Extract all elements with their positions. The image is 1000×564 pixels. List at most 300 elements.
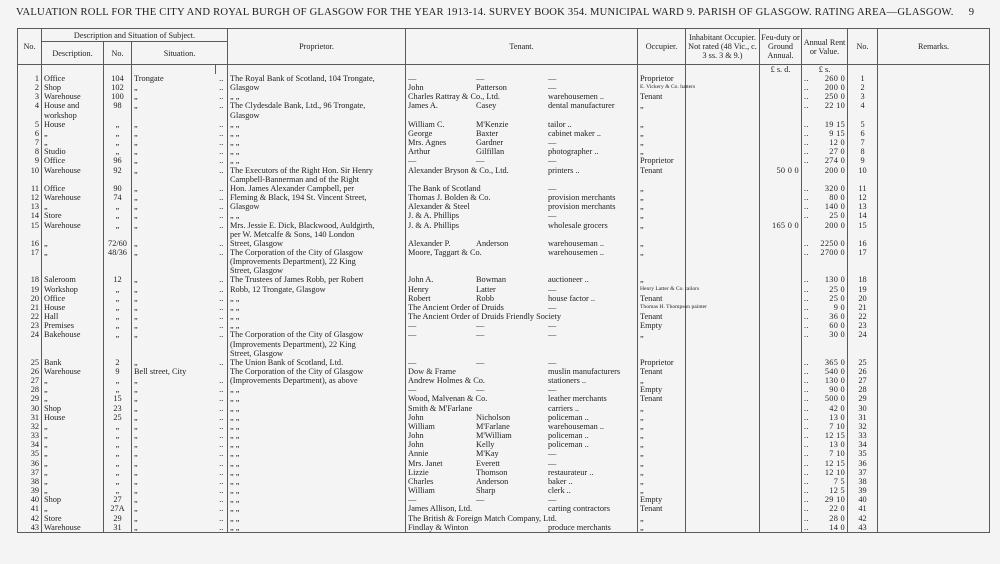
cell-tenant	[406, 312, 638, 321]
cell-situation-dots	[216, 340, 228, 349]
rent-value: 7 10	[829, 449, 846, 459]
table-row	[18, 257, 990, 266]
cell-proprietor: Glasgow	[228, 202, 406, 211]
cell-remarks	[878, 303, 990, 312]
page-title: VALUATION ROLL FOR THE CITY AND ROYAL BURGH OF GLASGOW FOR THE YEAR 1913-14. SURVEY BOOK 354. MUNICIPAL WARD 9. PARISH OF GLASGOW. RATING AREA—GLASGOW.	[16, 7, 954, 18]
cell-no	[18, 175, 42, 184]
cell-inhabitant-occupier	[686, 83, 760, 92]
rent-leader-dots: ..	[804, 156, 809, 166]
cell-number	[104, 340, 132, 349]
rent-value: 2700 0	[820, 247, 846, 257]
rent-value: 80 0	[829, 193, 846, 203]
rent-value: 500 0	[824, 394, 846, 404]
tenant-name: John	[408, 431, 424, 441]
tenant-occupation: —	[548, 138, 557, 148]
cell-annual-rent	[802, 376, 848, 385]
cell-remarks	[878, 285, 990, 294]
col-tenant: Tenant.	[406, 29, 638, 65]
cell-no-right: 31	[848, 413, 878, 422]
rent-leader-dots: ..	[804, 440, 809, 450]
cell-number: „	[104, 330, 132, 339]
cell-situation-dots	[216, 257, 228, 266]
cell-tenant	[406, 340, 638, 349]
cell-occupier	[638, 175, 686, 184]
cell-tenant	[406, 83, 638, 92]
cell-feu-duty	[760, 184, 802, 193]
cell-no: 16	[18, 239, 42, 248]
cell-feu-duty	[760, 376, 802, 385]
cell-no: 22	[18, 312, 42, 321]
cell-feu-duty	[760, 495, 802, 504]
tenant-name: —	[408, 357, 417, 367]
cell-situation: „	[132, 422, 216, 431]
cell-remarks	[878, 166, 990, 175]
rent-leader-dots: ..	[804, 128, 809, 138]
cell-remarks	[878, 367, 990, 376]
cell-tenant	[406, 422, 638, 431]
rent-leader-dots: ..	[804, 193, 809, 203]
cell-annual-rent	[802, 266, 848, 275]
cell-occupier: „	[638, 101, 686, 110]
tenant-occupation: warehousemen ..	[548, 92, 604, 102]
cell-no: 37	[18, 468, 42, 477]
cell-feu-duty	[760, 74, 802, 83]
cell-feu-duty	[760, 459, 802, 468]
cell-situation-dots: ..	[216, 376, 228, 385]
cell-remarks	[878, 211, 990, 220]
cell-number: 90	[104, 184, 132, 193]
cell-tenant	[406, 129, 638, 138]
cell-no: 38	[18, 477, 42, 486]
cell-no-right: 22	[848, 312, 878, 321]
cell-remarks	[878, 239, 990, 248]
table-row	[18, 303, 990, 312]
cell-occupier: „	[638, 202, 686, 211]
cell-no	[18, 257, 42, 266]
rent-leader-dots: ..	[804, 431, 809, 441]
cell-description: „	[42, 394, 104, 403]
cell-situation-dots: ..	[216, 459, 228, 468]
cell-annual-rent	[802, 92, 848, 101]
cell-occupier: „	[638, 184, 686, 193]
cell-inhabitant-occupier	[686, 449, 760, 458]
col-no-right: No.	[848, 29, 878, 65]
cell-feu-duty	[760, 156, 802, 165]
table-row	[18, 330, 990, 339]
cell-number: „	[104, 312, 132, 321]
rent-leader-dots: ..	[804, 403, 809, 413]
tenant-name: The Ancient Order of Druids Friendly Society	[408, 312, 562, 322]
table-row	[18, 349, 990, 358]
cell-number: 27	[104, 495, 132, 504]
cell-proprietor: „ „	[228, 449, 406, 458]
table-row	[18, 376, 990, 385]
cell-no-right: 36	[848, 459, 878, 468]
cell-occupier: „	[638, 431, 686, 440]
cell-no-right: 5	[848, 120, 878, 129]
cell-remarks	[878, 394, 990, 403]
cell-remarks	[878, 477, 990, 486]
cell-occupier: „	[638, 459, 686, 468]
cell-situation: „	[132, 156, 216, 165]
cell-occupier: Proprietor	[638, 156, 686, 165]
cell-proprietor: „ „	[228, 422, 406, 431]
tenant-name: —	[408, 74, 417, 83]
rent-leader-dots: ..	[804, 321, 809, 331]
cell-tenant	[406, 514, 638, 523]
cell-remarks	[878, 440, 990, 449]
tenant-name: William	[408, 421, 435, 431]
cell-occupier: „	[638, 275, 686, 284]
cell-annual-rent	[802, 257, 848, 266]
cell-tenant	[406, 431, 638, 440]
table-row	[18, 101, 990, 110]
cell-inhabitant-occupier	[686, 385, 760, 394]
tenant-name: J. & A. Phillips	[408, 211, 459, 221]
cell-situation-dots: ..	[216, 312, 228, 321]
cell-situation-dots: ..	[216, 294, 228, 303]
cell-annual-rent	[802, 385, 848, 394]
cell-no-right: 2	[848, 83, 878, 92]
cell-occupier: „	[638, 514, 686, 523]
rent-value: 60 0	[829, 321, 846, 331]
cell-remarks	[878, 248, 990, 257]
cell-no: 20	[18, 294, 42, 303]
cell-description: „	[42, 449, 104, 458]
cell-occupier: „	[638, 468, 686, 477]
tenant-surname: —	[476, 330, 485, 340]
cell-no-right: 9	[848, 156, 878, 165]
cell-inhabitant-occupier	[686, 349, 760, 358]
rent-leader-dots: ..	[804, 302, 809, 312]
cell-proprietor: per W. Metcalfe & Sons, 140 London	[228, 230, 406, 239]
rent-leader-dots: ..	[804, 412, 809, 422]
cell-remarks	[878, 431, 990, 440]
cell-tenant	[406, 504, 638, 513]
cell-inhabitant-occupier	[686, 211, 760, 220]
tenant-name: Charles Rattray & Co., Ltd.	[408, 92, 500, 102]
tenant-name: Alexander & Steel	[408, 202, 470, 212]
cell-inhabitant-occupier	[686, 120, 760, 129]
cell-no: 5	[18, 120, 42, 129]
tenant-surname: —	[476, 385, 485, 395]
cell-inhabitant-occupier	[686, 184, 760, 193]
tenant-name: Moore, Taggart & Co.	[408, 247, 482, 257]
rent-leader-dots: ..	[804, 449, 809, 459]
cell-inhabitant-occupier	[686, 248, 760, 257]
cell-annual-rent	[802, 477, 848, 486]
rent-value: 13 0	[829, 412, 846, 422]
cell-description: „	[42, 422, 104, 431]
tenant-surname: M'Farlane	[476, 421, 510, 431]
cell-proprietor: Glasgow	[228, 111, 406, 120]
cell-remarks	[878, 221, 990, 230]
cell-description: Warehouse	[42, 92, 104, 101]
tenant-name: Wood, Malvenan & Co.	[408, 394, 488, 404]
col-annual-rent: Annual Rent or Value.	[802, 29, 848, 65]
tenant-name: John	[408, 440, 424, 450]
cell-annual-rent	[802, 101, 848, 110]
cell-situation-dots: ..	[216, 358, 228, 367]
tenant-surname: Robb	[476, 293, 494, 303]
cell-no-right: 32	[848, 422, 878, 431]
cell-no: 42	[18, 514, 42, 523]
cell-situation-dots: ..	[216, 83, 228, 92]
cell-occupier: „	[638, 138, 686, 147]
cell-inhabitant-occupier	[686, 275, 760, 284]
cell-proprietor: „ „	[228, 504, 406, 513]
cell-number: „	[104, 303, 132, 312]
cell-number	[104, 266, 132, 275]
rent-leader-dots: ..	[804, 357, 809, 367]
cell-situation-dots: ..	[216, 184, 228, 193]
rent-value: 12 0	[829, 138, 846, 148]
cell-no-right: 25	[848, 358, 878, 367]
cell-number: „	[104, 440, 132, 449]
cell-no-right: 14	[848, 211, 878, 220]
rent-leader-dots: ..	[804, 92, 809, 102]
tenant-name: Dow & Frame	[408, 367, 456, 376]
cell-feu-duty	[760, 449, 802, 458]
cell-no-right: 40	[848, 495, 878, 504]
tenant-name: The Bank of Scotland	[408, 183, 481, 193]
cell-occupier: Empty	[638, 321, 686, 330]
tenant-name: Charles	[408, 476, 434, 486]
rent-value: 7 10	[829, 421, 846, 431]
cell-inhabitant-occupier	[686, 239, 760, 248]
tenant-name: George	[408, 128, 433, 138]
cell-no: 32	[18, 422, 42, 431]
cell-situation: „	[132, 468, 216, 477]
cell-no-right: 17	[848, 248, 878, 257]
cell-feu-duty	[760, 193, 802, 202]
cell-no: 43	[18, 523, 42, 533]
cell-no: 35	[18, 449, 42, 458]
cell-remarks	[878, 358, 990, 367]
cell-remarks	[878, 129, 990, 138]
cell-feu-duty	[760, 275, 802, 284]
cell-situation-dots	[216, 111, 228, 120]
cell-tenant	[406, 230, 638, 239]
cell-situation-dots: ..	[216, 495, 228, 504]
cell-occupier: Tenant	[638, 312, 686, 321]
cell-no: 18	[18, 275, 42, 284]
cell-no-right: 42	[848, 514, 878, 523]
cell-tenant	[406, 92, 638, 101]
cell-no: 27	[18, 376, 42, 385]
cell-description: „	[42, 459, 104, 468]
cell-no: 40	[18, 495, 42, 504]
cell-proprietor: The Trustees of James Robb, per Robert	[228, 275, 406, 284]
cell-remarks	[878, 504, 990, 513]
cell-situation: „	[132, 312, 216, 321]
cell-description: Warehouse	[42, 166, 104, 175]
cell-annual-rent	[802, 294, 848, 303]
cell-remarks	[878, 120, 990, 129]
cell-remarks	[878, 74, 990, 83]
cell-occupier: „	[638, 248, 686, 257]
cell-proprietor: The Corporation of the City of Glasgow	[228, 248, 406, 257]
cell-no	[18, 340, 42, 349]
cell-tenant	[406, 477, 638, 486]
tenant-name: Henry	[408, 284, 429, 294]
cell-inhabitant-occupier	[686, 166, 760, 175]
table-row	[18, 111, 990, 120]
cell-remarks	[878, 349, 990, 358]
cell-number	[104, 111, 132, 120]
rent-value: 19 15	[824, 119, 846, 129]
cell-situation: „	[132, 129, 216, 138]
cell-situation-dots: ..	[216, 193, 228, 202]
cell-feu-duty	[760, 330, 802, 339]
cell-tenant	[406, 294, 638, 303]
cell-no	[18, 349, 42, 358]
cell-feu-duty	[760, 83, 802, 92]
cell-feu-duty	[760, 266, 802, 275]
tenant-occupation: dental manufacturer	[548, 101, 615, 111]
cell-feu-duty	[760, 413, 802, 422]
cell-annual-rent	[802, 495, 848, 504]
cell-situation: „	[132, 166, 216, 175]
cell-feu-duty	[760, 422, 802, 431]
cell-tenant	[406, 193, 638, 202]
cell-occupier: Henry Latter & Co. tailors	[638, 285, 686, 294]
col-feu-duty: Feu-duty or Ground Annual.	[760, 29, 802, 65]
cell-occupier: „	[638, 193, 686, 202]
cell-feu-duty	[760, 367, 802, 376]
cell-annual-rent	[802, 221, 848, 230]
cell-no: 4	[18, 101, 42, 110]
tenant-name: Arthur	[408, 147, 431, 157]
cell-annual-rent	[802, 239, 848, 248]
cell-situation: „	[132, 248, 216, 257]
cell-annual-rent	[802, 193, 848, 202]
table-row	[18, 221, 990, 230]
cell-situation	[132, 230, 216, 239]
rent-leader-dots: ..	[804, 312, 809, 322]
cell-situation: Bell street, City	[132, 367, 216, 376]
tenant-occupation: —	[548, 385, 557, 395]
cell-proprietor: „ „	[228, 394, 406, 403]
cell-annual-rent	[802, 431, 848, 440]
cell-tenant	[406, 120, 638, 129]
cell-no: 15	[18, 221, 42, 230]
rent-leader-dots: ..	[804, 138, 809, 148]
table-row	[18, 294, 990, 303]
cell-tenant	[406, 358, 638, 367]
table-row	[18, 504, 990, 513]
cell-proprietor: „ „	[228, 120, 406, 129]
cell-proprietor: Fleming & Black, 194 St. Vincent Street,	[228, 193, 406, 202]
table-row	[18, 166, 990, 175]
rent-leader-dots: ..	[804, 476, 809, 486]
cell-no-right	[848, 340, 878, 349]
tenant-surname: Nicholson	[476, 412, 511, 422]
cell-number: „	[104, 294, 132, 303]
tenant-name: John	[408, 83, 424, 93]
cell-number: 98	[104, 101, 132, 110]
cell-situation: „	[132, 449, 216, 458]
cell-feu-duty	[760, 111, 802, 120]
cell-description: Warehouse	[42, 221, 104, 230]
cell-occupier	[638, 266, 686, 275]
cell-annual-rent	[802, 413, 848, 422]
cell-no: 23	[18, 321, 42, 330]
page-header	[0, 7, 1000, 21]
cell-annual-rent	[802, 120, 848, 129]
cell-description: „	[42, 477, 104, 486]
tenant-surname: —	[476, 74, 485, 83]
table-row	[18, 321, 990, 330]
rent-value: 200 0	[824, 220, 846, 230]
cell-description	[42, 175, 104, 184]
rent-leader-dots: ..	[804, 247, 809, 257]
cell-situation-dots: ..	[216, 477, 228, 486]
cell-inhabitant-occupier	[686, 111, 760, 120]
cell-annual-rent	[802, 504, 848, 513]
rent-leader-dots: ..	[804, 367, 809, 376]
table-row	[18, 239, 990, 248]
cell-proprietor: Street, Glasgow	[228, 239, 406, 248]
tenant-surname: Gilfillan	[476, 147, 505, 157]
rent-value: 14 0	[829, 522, 846, 532]
cell-remarks	[878, 385, 990, 394]
rent-value: 13 0	[829, 440, 846, 450]
col-remarks: Remarks.	[878, 29, 990, 65]
cell-proprietor: (Improvements Department), 22 King	[228, 257, 406, 266]
cell-description	[42, 266, 104, 275]
cell-number: 9	[104, 367, 132, 376]
cell-situation: „	[132, 147, 216, 156]
tenant-surname: Latter	[476, 284, 496, 294]
table-row	[18, 275, 990, 284]
cell-number: „	[104, 147, 132, 156]
cell-inhabitant-occupier	[686, 404, 760, 413]
cell-description: Warehouse	[42, 367, 104, 376]
cell-proprietor: „ „	[228, 129, 406, 138]
rent-value: 9 0	[833, 302, 846, 312]
cell-proprietor: Mrs. Jessie E. Dick, Blackwood, Auldgirth,	[228, 221, 406, 230]
cell-proprietor: „ „	[228, 138, 406, 147]
cell-remarks	[878, 413, 990, 422]
table-row	[18, 83, 990, 92]
cell-tenant	[406, 211, 638, 220]
cell-remarks	[878, 83, 990, 92]
cell-tenant	[406, 285, 638, 294]
cell-annual-rent	[802, 394, 848, 403]
cell-no-right: 19	[848, 285, 878, 294]
cell-tenant	[406, 385, 638, 394]
cell-situation: „	[132, 523, 216, 533]
cell-situation-dots: ..	[216, 394, 228, 403]
cell-situation: „	[132, 239, 216, 248]
rent-leader-dots: ..	[804, 293, 809, 303]
tenant-name: Smith & M'Farlane	[408, 403, 473, 413]
cell-inhabitant-occupier	[686, 495, 760, 504]
cell-remarks	[878, 138, 990, 147]
table-row	[18, 147, 990, 156]
cell-description: House and	[42, 101, 104, 110]
rent-value: 365 0	[824, 357, 846, 367]
cell-occupier: Empty	[638, 385, 686, 394]
cell-feu-duty	[760, 248, 802, 257]
cell-no-right: 29	[848, 394, 878, 403]
cell-no: 36	[18, 459, 42, 468]
cell-situation: „	[132, 514, 216, 523]
tenant-occupation: provision merchants	[548, 193, 616, 203]
cell-situation: „	[132, 101, 216, 110]
cell-situation-dots: ..	[216, 431, 228, 440]
